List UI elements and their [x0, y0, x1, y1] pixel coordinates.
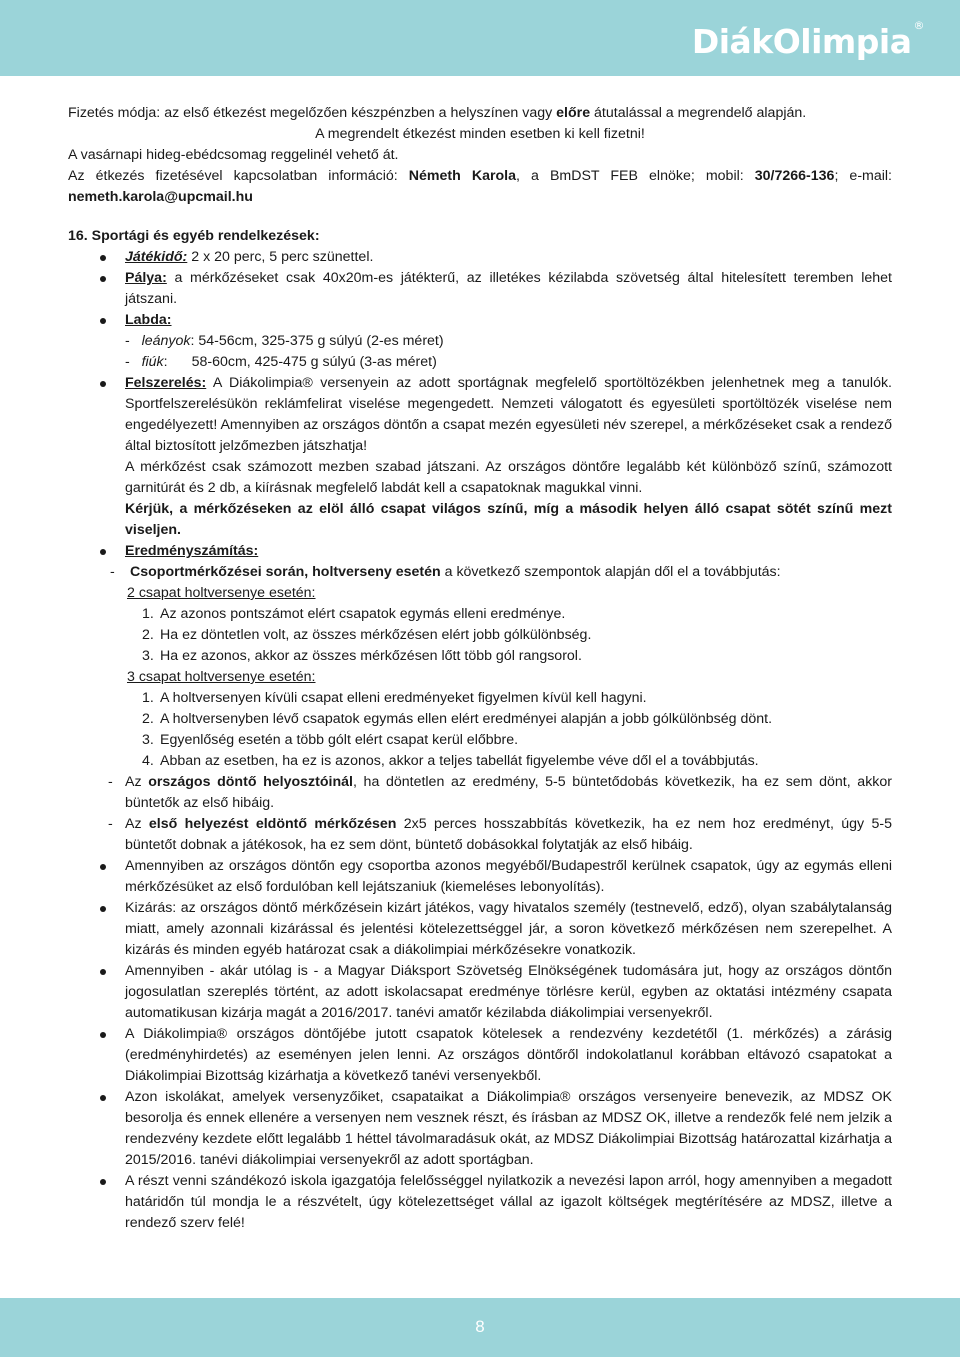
two-team-tie-label: 2 csapat holtversenye esetén:	[127, 585, 316, 601]
final-rule: - Az első helyezést eldöntő mérkőzésen 2x5 perces hosszabbítás következik, ha ez nem hoz eredményt, úgy 5-5 büntetőt dobnak a játékosok, ha ez sem dönt, büntető dobásokkal folytatják az első hibáig.	[108, 816, 892, 853]
list-item-exclusion: Kizárás: az országos döntő mérkőzésein kizárt játékos, vagy hivatalos személy (testnevelő, edző), olyan szabálytalanság miatt, amely azonnali kizárással és jelentési kötelezettséggel jár, a soron következő mérkőzésen nem szerepelhet. A kizárás és minden egyéb határozat csak a diákolimpiai mérkőzésekre vonatkozik.	[68, 898, 892, 961]
email-link[interactable]: nemeth.karola@upcmail.hu	[68, 189, 253, 205]
two-tie-item: 3. Ha ez azonos, akkor az összes mérkőzésen lőtt több gól rangsorol.	[142, 648, 582, 664]
three-team-tie-label: 3 csapat holtversenye esetén:	[127, 669, 316, 685]
numbered-jersey-text: A mérkőzést csak számozott mezben szabad játszani. Az országos döntőre legalább két különböző színű, számozott garnitúrát és 2 db, a kiírásnak megfelelő labdát kell a csapatoknak magukkal vinni.	[125, 459, 892, 496]
header-band	[0, 0, 960, 76]
list-item-attendance: A Diákolimpia® országos döntőjébe jutott csapatok kötelesek a rendezvény kezdetétől (1. mérkőzés) a zárásig (eredményhirdetés) az eseményen jelen lenni. Az országos döntőről indokolatlanul korábban eltávozó csapatokat a Diákolimpiai Bizottság kizárhatja a következő tanévi versenyekből.	[68, 1024, 892, 1087]
group-tie-rule: - Csoportmérkőzései során, holtverseny esetén a következő szempontok alapján dől el a továbbjutás:	[110, 564, 781, 580]
footer-band	[0, 1298, 960, 1357]
rules-list-continued	[68, 856, 892, 1234]
placement-rule: - Az országos döntő helyosztóinál, ha döntetlen az eredmény, 5-5 büntetődobás következik, ha ez sem dönt, akkor büntetők az első hibáig.	[108, 774, 892, 811]
list-item-ineligible: Amennyiben - akár utólag is - a Magyar Diáksport Szövetség Elnökségének tudomására jut, hogy az országos döntőn jogosulatlan szereplés történt, az adott iskolacsapat eredménye törlésre kerül, egyben az oktatási intézmény csapata automatikusan kizárja magát a 2016/2017. tanévi amatőr kézilabda diákolimpiai versenyekről.	[68, 961, 892, 1024]
list-item-palya: Pálya: a mérkőzéseket csak 40x20m-es játékterű, az illetékes kézilabda szövetség által hitelesített teremben lehet játszani.	[68, 268, 892, 310]
section-title: 16. Sportági és egyéb rendelkezések:	[68, 228, 320, 244]
ball-boys: - fiúk: 58-60cm, 425-475 g súlyú (3-as méret)	[125, 354, 437, 370]
list-item-felszereles: Felszerelés: A Diákolimpia® versenyein az adott sportágnak megfelelő sportöltözékben jelenhetnek meg a tanulók. Sportfelszerelésükön reklámfelirat viselése megengedett. Nemzeti válogatott és egyesületi sportöltözék viselése nem engedélyezett! Amennyiben az országos döntőn a csapat mezén egyesületi név szerepel, a mérkőzéseket csak a rendező által biztosított jelzőmezben játszhatja! A mérkőzést csak számozott mezben szabad játszani. Az országos döntőre legalább két különböző színű, számozott garnitúrát és 2 db, a kiírásnak megfelelő labdát kell a csapatoknak magukkal vinni. Kérjük, a mérkőzéseken az elöl álló csapat világos színű, míg a második helyen álló csapat sötét színű mezt viseljen.	[68, 373, 892, 541]
payment-method: Fizetés módja: az első étkezést megelőzően készpénzben a helyszínen vagy előre átutalással a megrendelő alapján.	[68, 105, 807, 121]
list-item-no-show: Azon iskolákat, amelyek versenyzőiket, csapataikat a Diákolimpia® országos versenyeire benevezik, az MDSZ OK besorolja és ennek ellenére a versenyen nem vesznek részt, és írásban az MDSZ OK, illetve a rendezők felé nem jelzik a rendezvény kezdete előtt legalább 1 héttel távolmaradásuk okát, az MDSZ Diákolimpiai Bizottság határozattal kizárhatja a 2015/2016. tanévi diákolimpiai versenyekről az adott sportágban.	[68, 1087, 892, 1171]
jersey-color-text: Kérjük, a mérkőzéseken az elöl álló csapat világos színű, míg a második helyen álló csapat sötét színű mezt viseljen.	[125, 501, 892, 538]
two-tie-item: 2. Ha ez döntetlen volt, az összes mérkőzésen elért jobb gólkülönbség.	[142, 627, 592, 643]
three-tie-item: 2. A holtversenyben lévő csapatok egymás ellen elért eredményei alapján a jobb gólkülönbség dönt.	[142, 711, 773, 727]
list-item-withdrawal: A részt venni szándékozó iskola igazgatója felelősséggel nyilatkozik a nevezési lapon arról, hogy amennyiben a megadott határidőn túl mondja le a részvételt, úgy kötelezettséget vállal az igazolt költségek megtérítésére az MDSZ, illetve a rendező szerv felé!	[68, 1171, 892, 1234]
document-body	[68, 103, 892, 1234]
list-item-jatekido: Játékidő: 2 x 20 perc, 5 perc szünettel.	[68, 247, 892, 268]
three-tie-item: 3. Egyenlőség esetén a több gólt elért csapat kerül előbbre.	[142, 732, 519, 748]
rules-list	[68, 247, 892, 562]
list-item-labda: Labda: - leányok: 54-56cm, 325-375 g súlyú (2-es méret) - fiúk: 58-60cm, 425-475 g súlyú (3-as méret)	[68, 310, 892, 373]
diakolimpia-logo: DiákOlimpia ®	[691, 19, 924, 61]
list-item-same-county: Amennyiben az országos döntőn egy csoportba azonos megyéből/Budapestről kerülnek csapatok, úgy az egymás elleni mérkőzésüket az első fordulóban kell lejátszaniuk (kiemeléses lebonyolítás).	[68, 856, 892, 898]
three-tie-item: 4. Abban az esetben, ha ez is azonos, akkor a teljes tabellát figyelembe véve dől el a továbbjutás.	[142, 753, 759, 769]
page-number: 8	[475, 1317, 485, 1336]
ball-girls: - leányok: 54-56cm, 325-375 g súlyú (2-es méret)	[125, 333, 444, 349]
must-pay-notice: A megrendelt étkezést minden esetben ki kell fizetni!	[315, 126, 645, 142]
sunday-notice: A vasárnapi hideg-ebédcsomag reggelinél vehető át.	[68, 147, 399, 163]
two-tie-item: 1. Az azonos pontszámot elért csapatok egymás elleni eredménye.	[142, 606, 566, 622]
payment-info: Az étkezés fizetésével kapcsolatban információ: Németh Karola, a BmDST FEB elnöke; mobil: 30/7266-136; e-mail: nemeth.karola@upcmail.hu	[68, 168, 893, 205]
three-tie-item: 1. A holtversenyen kívüli csapat elleni eredményeket figyelmen kívül kell hagyni.	[142, 690, 647, 706]
list-item-eredmeny: Eredményszámítás:	[68, 541, 892, 562]
